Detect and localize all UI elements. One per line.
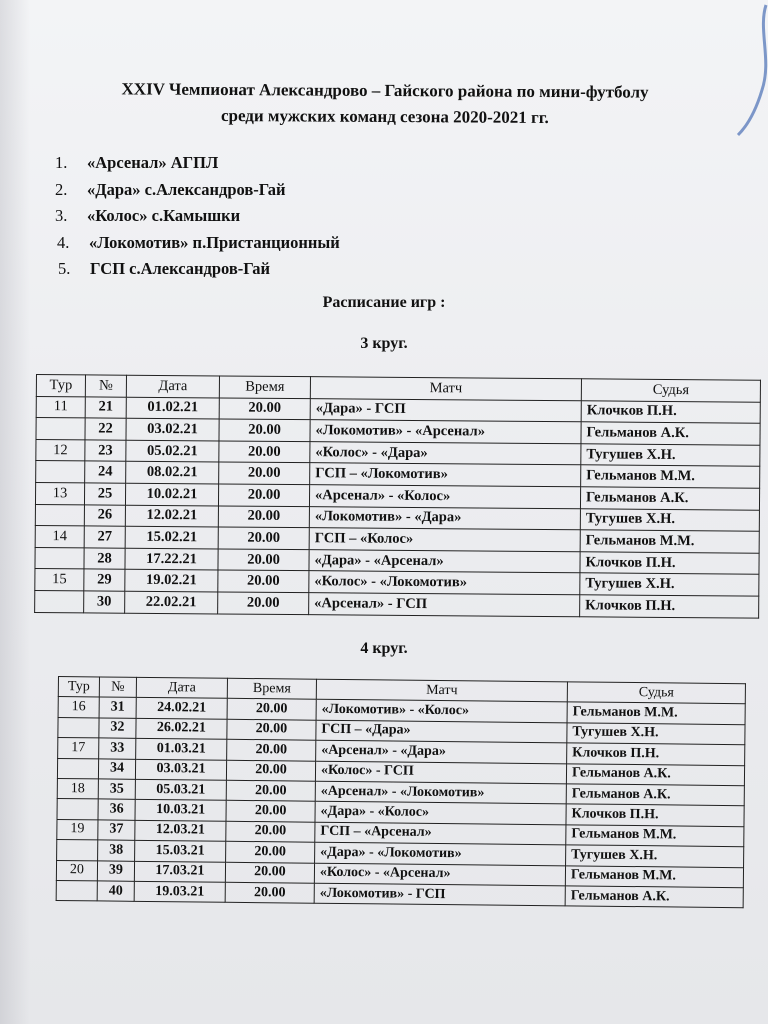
- team-number: 4.: [57, 232, 70, 252]
- time-cell: 20.00: [218, 484, 309, 506]
- referee-cell: Гельманов А.К.: [565, 886, 743, 908]
- col-tour-header: Тур: [58, 677, 99, 698]
- round-3-table: [34, 374, 761, 618]
- tour-cell: 20: [56, 860, 97, 881]
- team-number: 2.: [55, 179, 68, 199]
- time-cell: 20.00: [225, 882, 314, 903]
- tour-cell: 12: [36, 439, 85, 461]
- date-cell: 10.03.21: [135, 800, 226, 821]
- date-cell: 05.03.21: [135, 779, 226, 800]
- match-number-cell: 37: [98, 820, 135, 841]
- team-item: [55, 203, 340, 230]
- round-4-table: [56, 676, 746, 908]
- date-cell: 17.03.21: [134, 861, 225, 882]
- round-3-body: [35, 396, 761, 618]
- referee-cell: Клочков П.Н.: [581, 400, 760, 423]
- col-ref-header: Судья: [581, 379, 760, 402]
- match-number-cell: 23: [85, 440, 126, 462]
- team-name: ГСП с.Александров-Гай: [90, 259, 271, 278]
- match-number-cell: 40: [97, 881, 134, 902]
- referee-cell: Гельманов М.М.: [567, 702, 745, 724]
- match-number-cell: 22: [85, 418, 126, 440]
- date-cell: 17.22.21: [125, 548, 218, 570]
- round-4-body: [56, 697, 745, 908]
- title-line-2: среди мужских команд сезона 2020-2021 гг.: [220, 105, 549, 128]
- match-cell: «Арсенал» - «Колос»: [309, 485, 580, 509]
- tour-cell: 15: [35, 569, 84, 591]
- date-cell: 26.02.21: [136, 718, 227, 739]
- tour-cell: 13: [35, 482, 84, 504]
- match-cell: ГСП – «Локомотив»: [310, 463, 581, 487]
- referee-cell: Тугушев Х.Н.: [580, 508, 759, 531]
- referee-cell: Гельманов М.М.: [566, 825, 744, 847]
- team-item: [57, 230, 340, 257]
- col-match-header: Матч: [310, 377, 581, 401]
- time-cell: 20.00: [227, 719, 316, 740]
- referee-cell: Гельманов А.К.: [566, 763, 744, 785]
- match-number-cell: 32: [99, 718, 136, 739]
- tour-cell: [57, 758, 98, 779]
- time-cell: 20.00: [226, 760, 315, 781]
- date-cell: 15.02.21: [125, 526, 218, 548]
- tour-cell: [36, 418, 85, 440]
- tour-cell: 16: [58, 697, 99, 718]
- match-cell: «Колос» - «Дара»: [310, 441, 581, 465]
- tour-cell: 17: [58, 738, 99, 759]
- title-line-1: XXIV Чемпионат Александрово – Гайского района по мини-футболу: [121, 79, 649, 102]
- date-cell: 12.02.21: [125, 505, 218, 527]
- match-number-cell: 30: [84, 591, 125, 613]
- col-tour-header: Тур: [36, 375, 85, 397]
- tour-cell: 14: [35, 526, 84, 548]
- time-cell: 20.00: [218, 527, 309, 549]
- match-cell: ГСП – «Арсенал»: [315, 822, 566, 845]
- page-shadow: [0, 0, 30, 1024]
- date-cell: 24.02.21: [136, 698, 227, 719]
- time-cell: 20.00: [225, 862, 314, 883]
- team-number: 3.: [55, 206, 68, 225]
- document-title: [40, 76, 730, 132]
- match-cell: «Локомотив» - «Арсенал»: [310, 420, 581, 444]
- referee-cell: Тугушев Х.Н.: [581, 444, 760, 467]
- time-cell: 20.00: [227, 699, 316, 720]
- tour-cell: [57, 840, 98, 861]
- team-item: [58, 256, 340, 283]
- col-date-header: Дата: [126, 375, 219, 397]
- tour-cell: [58, 717, 99, 738]
- date-cell: 08.02.21: [126, 462, 219, 484]
- date-cell: 03.03.21: [135, 759, 226, 780]
- match-cell: «Колос» - «Арсенал»: [314, 863, 565, 886]
- match-cell: «Локомотив» - ГСП: [314, 883, 565, 906]
- tour-cell: [35, 547, 84, 569]
- time-cell: 20.00: [226, 801, 315, 822]
- referee-cell: Клочков П.Н.: [580, 552, 759, 575]
- referee-cell: Гельманов А.К.: [566, 784, 744, 806]
- match-cell: «Дара» - «Локомотив»: [315, 842, 566, 865]
- match-number-cell: 36: [98, 799, 135, 820]
- tour-cell: 18: [57, 778, 98, 799]
- match-cell: «Арсенал» - ГСП: [309, 593, 580, 617]
- date-cell: 10.02.21: [125, 483, 218, 505]
- date-cell: 05.02.21: [126, 440, 219, 462]
- team-list: [55, 150, 340, 283]
- referee-cell: Клочков П.Н.: [567, 743, 745, 765]
- date-cell: 03.02.21: [126, 418, 219, 440]
- referee-cell: Клочков П.Н.: [580, 595, 759, 618]
- referee-cell: Тугушев Х.Н.: [566, 845, 744, 867]
- col-no-header: №: [99, 677, 136, 698]
- referee-cell: Клочков П.Н.: [566, 804, 744, 826]
- match-cell: «Локомотив» - «Колос»: [316, 700, 567, 723]
- date-cell: 01.03.21: [136, 738, 227, 759]
- match-number-cell: 35: [98, 779, 135, 800]
- match-number-cell: 38: [98, 840, 135, 861]
- tour-cell: [56, 880, 97, 901]
- referee-cell: Гельманов М.М.: [581, 465, 760, 488]
- col-match-header: Матч: [316, 679, 567, 702]
- referee-cell: Гельманов А.К.: [580, 487, 759, 510]
- match-number-cell: 24: [85, 461, 126, 483]
- match-cell: «Арсенал» - «Дара»: [316, 740, 567, 763]
- match-cell: «Дара» - ГСП: [310, 398, 581, 422]
- referee-cell: Гельманов М.М.: [580, 530, 759, 553]
- tour-cell: [36, 461, 85, 483]
- match-number-cell: 31: [99, 697, 136, 718]
- team-item: [55, 177, 340, 204]
- round-3-heading: 3 круг.: [360, 335, 408, 352]
- match-number-cell: 33: [99, 738, 136, 759]
- match-cell: ГСП – «Дара»: [316, 720, 567, 743]
- tour-cell: [57, 799, 98, 820]
- date-cell: 19.03.21: [134, 881, 225, 902]
- time-cell: 20.00: [226, 780, 315, 801]
- team-name: «Колос» с.Камышки: [87, 206, 241, 225]
- match-cell: «Арсенал» - «Локомотив»: [315, 781, 566, 804]
- referee-cell: Гельманов М.М.: [565, 865, 743, 887]
- team-item: [55, 150, 340, 177]
- match-number-cell: 29: [84, 569, 125, 591]
- time-cell: 20.00: [219, 398, 310, 420]
- date-cell: 22.02.21: [125, 591, 218, 613]
- col-no-header: №: [85, 375, 126, 397]
- col-time-header: Время: [227, 678, 316, 699]
- date-cell: 12.03.21: [135, 820, 226, 841]
- team-number: 5.: [58, 259, 71, 278]
- time-cell: 20.00: [218, 592, 309, 614]
- match-number-cell: 39: [97, 860, 134, 881]
- match-cell: «Локомотив» - «Дара»: [309, 506, 580, 530]
- team-name: «Локомотив» п.Пристанционный: [89, 232, 340, 252]
- time-cell: 20.00: [226, 841, 315, 862]
- match-cell: ГСП – «Колос»: [309, 528, 580, 552]
- match-number-cell: 28: [84, 548, 125, 570]
- tour-cell: [35, 590, 84, 612]
- time-cell: 20.00: [219, 462, 310, 484]
- match-number-cell: 26: [84, 504, 125, 526]
- referee-cell: Тугушев Х.Н.: [580, 573, 759, 596]
- match-cell: «Дара» - «Арсенал»: [309, 549, 580, 573]
- time-cell: 20.00: [219, 441, 310, 463]
- tour-cell: 11: [36, 396, 85, 418]
- match-cell: «Колос» - ГСП: [315, 761, 566, 784]
- time-cell: 20.00: [218, 505, 309, 527]
- time-cell: 20.00: [218, 549, 309, 571]
- date-cell: 19.02.21: [125, 570, 218, 592]
- match-number-cell: 27: [84, 526, 125, 548]
- schedule-heading: Расписание игр :: [322, 294, 446, 311]
- pen-mark-icon: [728, 0, 768, 150]
- match-number-cell: 25: [84, 483, 125, 505]
- date-cell: 01.02.21: [126, 397, 219, 419]
- match-cell: «Колос» - «Локомотив»: [309, 571, 580, 595]
- time-cell: 20.00: [227, 739, 316, 760]
- referee-cell: Гельманов А.К.: [581, 422, 760, 445]
- team-name: «Арсенал» АГПЛ: [87, 153, 219, 172]
- match-number-cell: 21: [85, 396, 126, 418]
- time-cell: 20.00: [218, 570, 309, 592]
- team-number: 1.: [55, 153, 68, 172]
- team-name: «Дара» с.Александров-Гай: [87, 179, 286, 199]
- col-date-header: Дата: [136, 677, 227, 698]
- match-number-cell: 34: [98, 758, 135, 779]
- time-cell: 20.00: [226, 821, 315, 842]
- tour-cell: 19: [57, 819, 98, 840]
- tour-cell: [35, 504, 84, 526]
- round-4-heading: 4 круг.: [360, 640, 408, 657]
- col-time-header: Время: [219, 376, 310, 398]
- match-cell: «Дара» - «Колос»: [315, 802, 566, 825]
- time-cell: 20.00: [219, 419, 310, 441]
- col-ref-header: Судья: [567, 682, 745, 704]
- date-cell: 15.03.21: [135, 840, 226, 861]
- referee-cell: Тугушев Х.Н.: [567, 723, 745, 745]
